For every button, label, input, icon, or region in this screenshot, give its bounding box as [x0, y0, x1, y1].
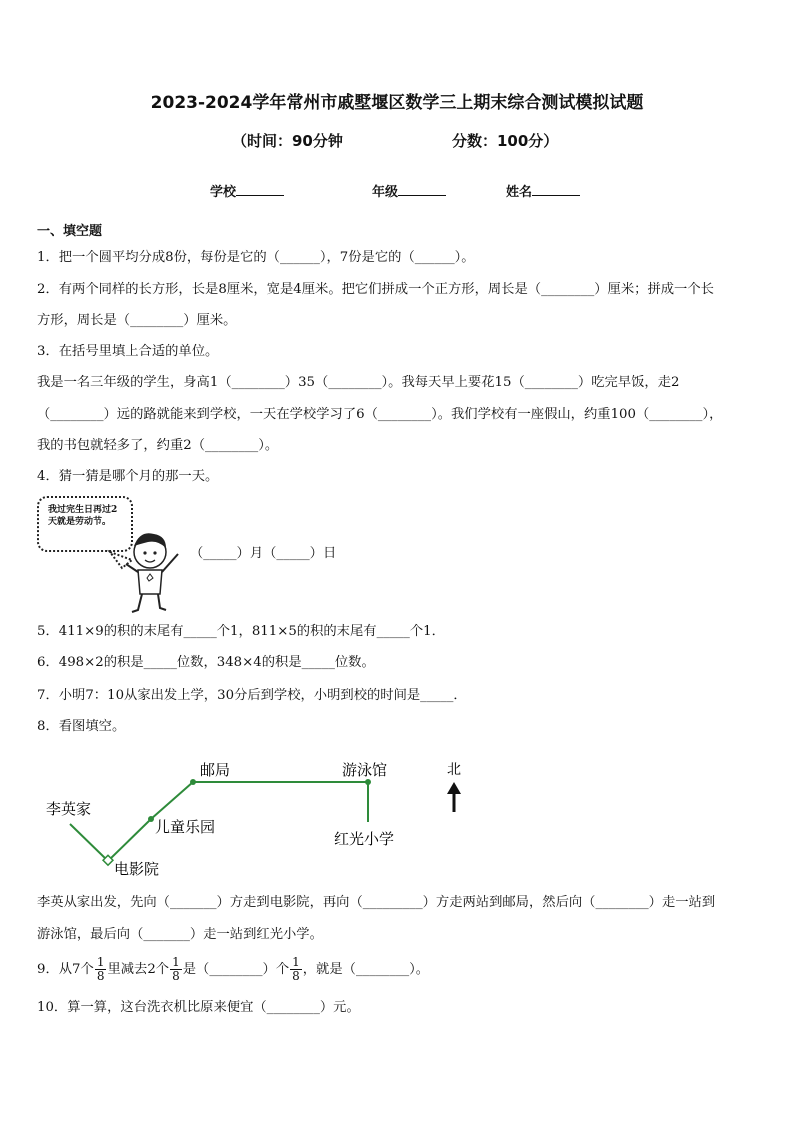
- question-4-answer: （_____）月（_____）日: [190, 546, 337, 561]
- north-label: 北: [447, 762, 461, 778]
- bubble-text: 我过完生日再过2天就是劳动节。: [48, 505, 118, 527]
- school-map-label: 红光小学: [334, 830, 395, 848]
- cinema-label: 电影院: [114, 860, 160, 878]
- school-blank[interactable]: [236, 183, 284, 196]
- question-3: 3．在括号里填上合适的单位。: [37, 344, 219, 359]
- home-label: 李英家: [46, 800, 92, 818]
- question-8-line-2: 游泳馆，最后向（_______）走一站到红光小学。: [37, 927, 323, 942]
- north-arrow-icon: [447, 782, 461, 812]
- question-1: 1．把一个圆平均分成8份，每份是它的（______），7份是它的（______）。: [37, 250, 475, 265]
- school-field[interactable]: [210, 181, 284, 200]
- fraction-numerator: 1: [172, 955, 180, 969]
- question-3-line-1: 我是一名三年级的学生，身高1（________）35（________）。我每天早上要花15（________）吃完早饭，走2: [37, 375, 680, 390]
- question-8-line-1: 李英从家出发，先向（_______）方走到电影院，再向（_________）方走两站到邮局，然后向（________）走一站到: [37, 895, 716, 910]
- exam-time: （时间：90分钟: [232, 132, 343, 150]
- fraction-one-eighth: [290, 956, 302, 983]
- fraction-numerator: 1: [96, 955, 105, 969]
- name-blank[interactable]: [532, 183, 580, 196]
- grade-label: 年级: [372, 185, 399, 200]
- post-marker: [190, 779, 196, 785]
- fraction-denominator: 8: [292, 969, 300, 983]
- question-3-line-2: （________）远的路就能来到学校，一天在学校学习了6（________）。我们学校有一座假山，约重100（________），: [37, 407, 723, 422]
- question-5: 5．411×9的积的末尾有_____个1，811×5的积的末尾有_____个1．: [37, 624, 445, 639]
- post-label: 邮局: [200, 761, 231, 779]
- route-map: [0, 750, 794, 880]
- page-title: 2023-2024学年常州市戚墅堰区数学三上期末综合测试模拟试题: [150, 93, 644, 113]
- grade-blank[interactable]: [398, 183, 446, 196]
- question-10: 10．算一算，这台洗衣机比原来便宜（________）元。: [37, 1000, 360, 1015]
- question-2-line-2: 方形，周长是（________）厘米。: [37, 313, 237, 328]
- fraction-one-eighth: [170, 956, 182, 983]
- question-8: 8．看图填空。: [37, 719, 126, 734]
- fraction-numerator: 1: [292, 955, 300, 969]
- pool-label: 游泳馆: [342, 761, 388, 779]
- question-9: [37, 956, 429, 983]
- park-label: 儿童乐园: [155, 818, 216, 836]
- name-field[interactable]: [506, 181, 580, 200]
- q9-text-2: 里减去2个: [107, 962, 170, 977]
- pool-marker: [365, 779, 371, 785]
- name-label: 姓名: [506, 185, 533, 200]
- question-2-line-1: 2．有两个同样的长方形，长是8厘米，宽是4厘米。把它们拼成一个正方形，周长是（________）厘米；拼成一个长: [37, 282, 714, 297]
- park-marker: [148, 816, 154, 822]
- question-4: 4．猜一猜是哪个月的那一天。: [37, 469, 219, 484]
- q9-text-3: 是（________）个: [182, 962, 290, 977]
- section-heading: 一、填空题: [37, 224, 103, 239]
- question-7: 7．小明7：10从家出发上学，30分后到学校，小明到校的时间是_____．: [37, 688, 467, 703]
- route-line: [70, 782, 368, 861]
- exam-score: 分数：100分）: [452, 132, 559, 150]
- fraction-denominator: 8: [96, 969, 105, 983]
- school-label: 学校: [210, 185, 237, 200]
- question-6: 6．498×2的积是_____位数，348×4的积是_____位数。: [37, 655, 375, 670]
- q9-text-1: 9．从7个: [37, 962, 94, 977]
- boy-illustration-icon: [96, 520, 196, 620]
- grade-field[interactable]: [372, 181, 446, 200]
- fraction-one-eighth: [95, 956, 107, 983]
- fraction-denominator: 8: [172, 969, 180, 983]
- q9-text-4: ，就是（________）。: [302, 962, 430, 977]
- question-3-line-3: 我的书包就轻多了，约重2（________）。: [37, 438, 279, 453]
